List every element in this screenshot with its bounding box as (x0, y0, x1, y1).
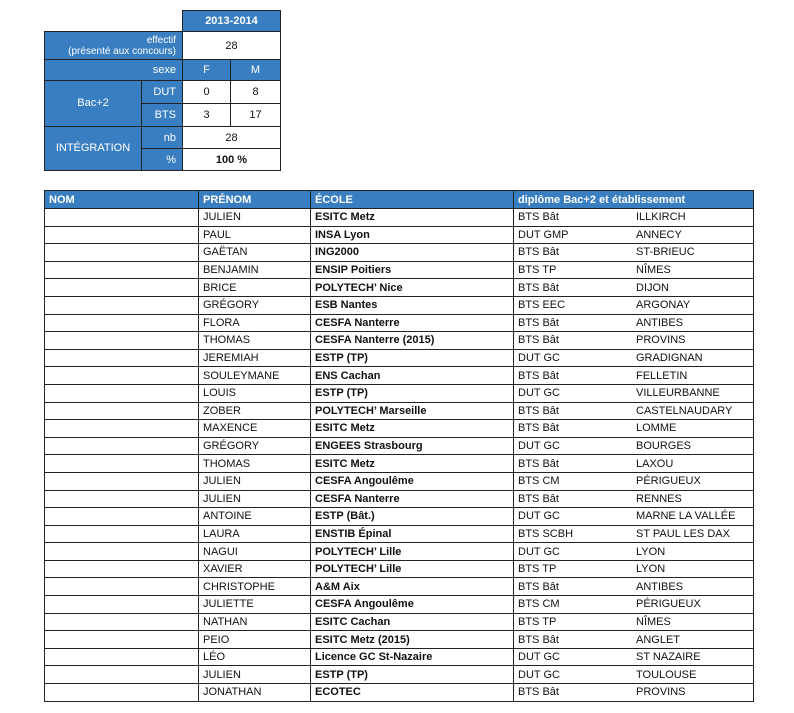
cell-diplome (514, 525, 754, 543)
cell-ecole: CESFA Angoulême (311, 596, 514, 614)
diplome-value: BTS Bât (518, 580, 559, 593)
header-ecole: ÉCOLE (311, 191, 514, 209)
pct-value: 100 % (183, 149, 281, 171)
cell-ecole: ESITC Metz (311, 455, 514, 473)
etablissement-value: ANGLET (636, 633, 681, 646)
etablissement-value: ST PAUL LES DAX (636, 527, 730, 540)
cell-diplome (514, 244, 754, 262)
cell-diplome (514, 490, 754, 508)
cell-nom (45, 209, 199, 227)
cell-diplome (514, 279, 754, 297)
diplome-value: BTS Bât (518, 492, 559, 505)
table-row (45, 684, 754, 702)
cell-diplome (514, 648, 754, 666)
etablissement-value: CASTELNAUDARY (636, 404, 733, 417)
cell-prenom: LOUIS (199, 384, 311, 402)
cell-ecole: CESFA Nanterre (2015) (311, 332, 514, 350)
cell-prenom: LAURA (199, 525, 311, 543)
etablissement-value: LOMME (636, 422, 677, 435)
cell-nom (45, 613, 199, 631)
cell-diplome (514, 349, 754, 367)
diplome-value: DUT GC (518, 352, 560, 365)
effectif-label-main: effectif (146, 34, 176, 46)
cell-nom (45, 684, 199, 702)
cell-nom (45, 578, 199, 596)
cell-prenom: JULIEN (199, 490, 311, 508)
cell-prenom: THOMAS (199, 332, 311, 350)
etablissement-value: DIJON (636, 281, 669, 294)
table-row (45, 455, 754, 473)
cell-nom (45, 560, 199, 578)
etablissement-value: ANTIBES (636, 316, 684, 329)
cell-prenom: BENJAMIN (199, 261, 311, 279)
header-nom: NOM (45, 191, 199, 209)
table-row (45, 490, 754, 508)
cell-diplome (514, 384, 754, 402)
etablissement-value: ILLKIRCH (636, 211, 686, 224)
diplome-value: BTS Bât (518, 334, 559, 347)
cell-ecole: ING2000 (311, 244, 514, 262)
cell-prenom: NATHAN (199, 613, 311, 631)
m-header: M (231, 60, 281, 81)
cell-diplome (514, 209, 754, 227)
cell-prenom: GRÉGORY (199, 437, 311, 455)
cell-ecole: POLYTECH’ Nice (311, 279, 514, 297)
cell-nom (45, 332, 199, 350)
table-row (45, 332, 754, 350)
cell-ecole: ESITC Cachan (311, 613, 514, 631)
cell-prenom: JULIEN (199, 209, 311, 227)
etablissement-value: VILLEURBANNE (636, 387, 720, 400)
cell-prenom: JULIETTE (199, 596, 311, 614)
table-row (45, 384, 754, 402)
cell-prenom: NAGUI (199, 543, 311, 561)
table-row (45, 367, 754, 385)
etablissement-value: ST NAZAIRE (636, 651, 701, 664)
table-row (45, 437, 754, 455)
etablissement-value: ARGONAY (636, 299, 691, 312)
cell-diplome (514, 420, 754, 438)
cell-nom (45, 631, 199, 649)
diplome-value: BTS Bât (518, 281, 559, 294)
diplome-value: BTS TP (518, 563, 557, 576)
cell-diplome (514, 508, 754, 526)
cell-ecole: ESTP (TP) (311, 666, 514, 684)
cell-ecole: ESITC Metz (311, 420, 514, 438)
etablissement-value: ANTIBES (636, 580, 684, 593)
students-table (44, 190, 754, 702)
etablissement-value: FELLETIN (636, 369, 688, 382)
cell-nom (45, 455, 199, 473)
etablissement-value: PROVINS (636, 334, 686, 347)
table-row (45, 472, 754, 490)
table-row (45, 508, 754, 526)
cell-nom (45, 648, 199, 666)
effectif-label-sub: (présenté aux concours) (68, 45, 176, 57)
cell-nom (45, 596, 199, 614)
cell-prenom: LÉO (199, 648, 311, 666)
header-prenom: PRÉNOM (199, 191, 311, 209)
dut-label: DUT (142, 81, 183, 104)
sexe-label: sexe (45, 60, 183, 81)
etablissement-value: TOULOUSE (636, 668, 697, 681)
table-row (45, 244, 754, 262)
table-row (45, 402, 754, 420)
bts-f-value: 3 (183, 104, 231, 127)
cell-ecole: ECOTEC (311, 684, 514, 702)
table-row (45, 261, 754, 279)
header-diplome: diplôme Bac+2 et établissement (514, 191, 754, 209)
diplome-value: DUT GC (518, 651, 560, 664)
cell-ecole: CESFA Nanterre (311, 490, 514, 508)
cell-nom (45, 367, 199, 385)
table-row (45, 525, 754, 543)
cell-prenom: XAVIER (199, 560, 311, 578)
cell-prenom: ZOBER (199, 402, 311, 420)
etablissement-value: ANNECY (636, 228, 682, 241)
cell-nom (45, 244, 199, 262)
cell-prenom: GRÉGORY (199, 296, 311, 314)
cell-nom (45, 437, 199, 455)
cell-prenom: MAXENCE (199, 420, 311, 438)
cell-prenom: ANTOINE (199, 508, 311, 526)
table-row (45, 631, 754, 649)
diplome-value: DUT GC (518, 668, 560, 681)
effectif-value: 28 (183, 32, 281, 60)
bac2-label: Bac+2 (45, 81, 142, 127)
cell-ecole: POLYTECH’ Lille (311, 560, 514, 578)
etablissement-value: NÎMES (636, 615, 671, 628)
table-row (45, 209, 754, 227)
table-row (45, 279, 754, 297)
cell-prenom: JONATHAN (199, 684, 311, 702)
cell-prenom: SOULEYMANE (199, 367, 311, 385)
cell-diplome (514, 666, 754, 684)
etablissement-value: BOURGES (636, 440, 692, 453)
cell-prenom: CHRISTOPHE (199, 578, 311, 596)
cell-ecole: ESITC Metz (2015) (311, 631, 514, 649)
cell-diplome (514, 596, 754, 614)
table-row (45, 296, 754, 314)
diplome-value: BTS CM (518, 475, 560, 488)
diplome-value: DUT GC (518, 440, 560, 453)
table-row (45, 420, 754, 438)
cell-nom (45, 296, 199, 314)
diplome-value: DUT GC (518, 387, 560, 400)
table-row (45, 543, 754, 561)
etablissement-value: LYON (636, 545, 666, 558)
cell-ecole: POLYTECH’ Marseille (311, 402, 514, 420)
cell-prenom: FLORA (199, 314, 311, 332)
table-row (45, 578, 754, 596)
cell-diplome (514, 332, 754, 350)
nb-label: nb (142, 127, 183, 149)
cell-diplome (514, 613, 754, 631)
table-row (45, 666, 754, 684)
nb-value: 28 (183, 127, 281, 149)
diplome-value: BTS Bât (518, 211, 559, 224)
cell-diplome (514, 226, 754, 244)
cell-ecole: ESTP (TP) (311, 384, 514, 402)
etablissement-value: LAXOU (636, 457, 674, 470)
cell-diplome (514, 543, 754, 561)
blank-cell (45, 11, 183, 32)
cell-ecole: ESITC Metz (311, 209, 514, 227)
pct-label: % (142, 149, 183, 171)
table-row (45, 226, 754, 244)
diplome-value: BTS Bât (518, 457, 559, 470)
cell-diplome (514, 631, 754, 649)
table-row (45, 648, 754, 666)
cell-diplome (514, 261, 754, 279)
etablissement-value: ST-BRIEUC (636, 246, 695, 259)
cell-nom (45, 508, 199, 526)
etablissement-value: PÉRIGUEUX (636, 475, 701, 488)
diplome-value: DUT GC (518, 545, 560, 558)
cell-ecole: ESB Nantes (311, 296, 514, 314)
cell-diplome (514, 455, 754, 473)
cell-ecole: POLYTECH’ Lille (311, 543, 514, 561)
cell-prenom: THOMAS (199, 455, 311, 473)
cell-ecole: Licence GC St-Nazaire (311, 648, 514, 666)
cell-nom (45, 543, 199, 561)
cell-nom (45, 314, 199, 332)
cell-nom (45, 402, 199, 420)
dut-f-value: 0 (183, 81, 231, 104)
bts-m-value: 17 (231, 104, 281, 127)
bts-label: BTS (142, 104, 183, 127)
dut-m-value: 8 (231, 81, 281, 104)
cell-diplome (514, 296, 754, 314)
cell-diplome (514, 437, 754, 455)
etablissement-value: PÉRIGUEUX (636, 598, 701, 611)
diplome-value: DUT GMP (518, 228, 569, 241)
table-row (45, 613, 754, 631)
diplome-value: BTS Bât (518, 422, 559, 435)
diplome-value: BTS TP (518, 264, 557, 277)
etablissement-value: GRADIGNAN (636, 352, 703, 365)
cell-diplome (514, 578, 754, 596)
diplome-value: BTS EEC (518, 299, 566, 312)
cell-nom (45, 525, 199, 543)
cell-diplome (514, 472, 754, 490)
cell-ecole: INSA Lyon (311, 226, 514, 244)
diplome-value: BTS Bât (518, 404, 559, 417)
cell-ecole: A&M Aix (311, 578, 514, 596)
etablissement-value: RENNES (636, 492, 682, 505)
cell-nom (45, 472, 199, 490)
etablissement-value: MARNE LA VALLÉE (636, 510, 736, 523)
diplome-value: BTS Bât (518, 686, 559, 699)
cell-ecole: ENSIP Poitiers (311, 261, 514, 279)
cell-ecole: CESFA Angoulême (311, 472, 514, 490)
etablissement-value: PROVINS (636, 686, 686, 699)
cell-diplome (514, 314, 754, 332)
diplome-value: BTS SCBH (518, 527, 574, 540)
table-header-row (45, 191, 754, 209)
cell-nom (45, 420, 199, 438)
cell-ecole: ESTP (TP) (311, 349, 514, 367)
diplome-value: BTS Bât (518, 316, 559, 329)
diplome-value: BTS Bât (518, 246, 559, 259)
cell-ecole: ENS Cachan (311, 367, 514, 385)
table-row (45, 314, 754, 332)
cell-diplome (514, 367, 754, 385)
year-header: 2013-2014 (183, 11, 281, 32)
cell-nom (45, 490, 199, 508)
etablissement-value: LYON (636, 563, 666, 576)
cell-nom (45, 226, 199, 244)
diplome-value: BTS Bât (518, 369, 559, 382)
diplome-value: DUT GC (518, 510, 560, 523)
cell-ecole: ENGEES Strasbourg (311, 437, 514, 455)
cell-diplome (514, 684, 754, 702)
summary-table (44, 10, 281, 171)
table-row (45, 596, 754, 614)
diplome-value: BTS TP (518, 615, 557, 628)
cell-prenom: BRICE (199, 279, 311, 297)
effectif-label (45, 32, 183, 60)
cell-nom (45, 279, 199, 297)
cell-nom (45, 261, 199, 279)
table-row (45, 560, 754, 578)
integration-label: INTÉGRATION (45, 127, 142, 171)
cell-nom (45, 666, 199, 684)
cell-nom (45, 349, 199, 367)
cell-prenom: JULIEN (199, 666, 311, 684)
cell-ecole: ENSTIB Épinal (311, 525, 514, 543)
cell-prenom: JULIEN (199, 472, 311, 490)
cell-prenom: GAËTAN (199, 244, 311, 262)
cell-diplome (514, 560, 754, 578)
diplome-value: BTS CM (518, 598, 560, 611)
cell-ecole: ESTP (Bât.) (311, 508, 514, 526)
cell-ecole: CESFA Nanterre (311, 314, 514, 332)
etablissement-value: NÎMES (636, 264, 671, 277)
cell-prenom: PAUL (199, 226, 311, 244)
table-row (45, 349, 754, 367)
diplome-value: BTS Bât (518, 633, 559, 646)
cell-nom (45, 384, 199, 402)
cell-prenom: PEIO (199, 631, 311, 649)
cell-prenom: JEREMIAH (199, 349, 311, 367)
f-header: F (183, 60, 231, 81)
cell-diplome (514, 402, 754, 420)
